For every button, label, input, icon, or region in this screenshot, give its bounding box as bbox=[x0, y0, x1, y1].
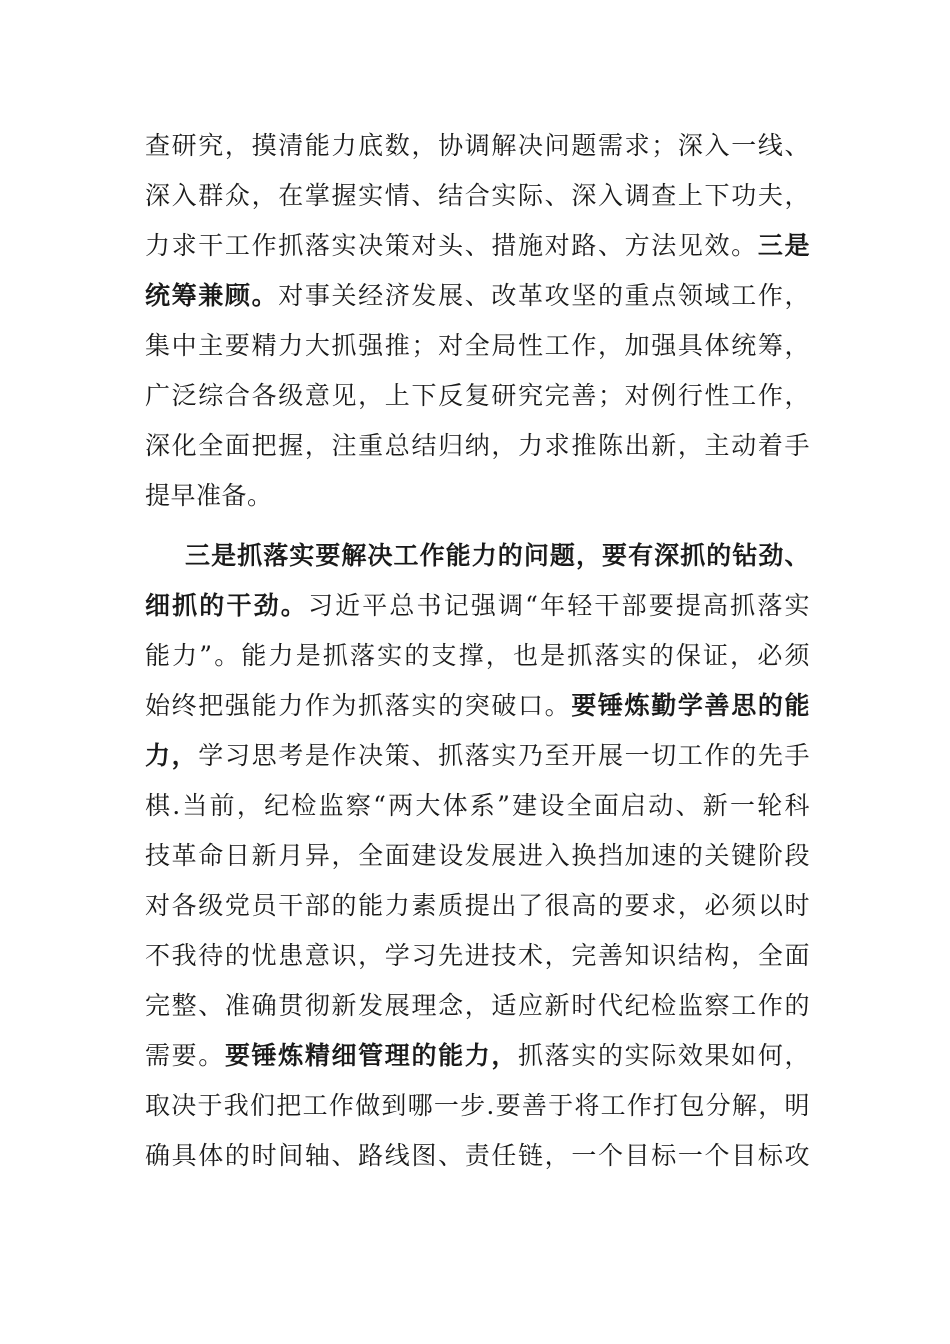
text-line bbox=[145, 128, 810, 164]
text-run: 取决于我们把工作做到哪一步.要善于将工作打包分解，明 bbox=[145, 1091, 810, 1120]
text-run: 提早准备。 bbox=[145, 481, 273, 510]
text-line bbox=[145, 228, 810, 264]
text-line bbox=[145, 1138, 810, 1174]
bold-text-run: 三是 bbox=[757, 231, 810, 260]
text-line bbox=[145, 988, 810, 1024]
text-line bbox=[145, 178, 810, 214]
text-run: 查研究，摸清能力底数，协调解决问题需求；深入一线、 bbox=[145, 131, 810, 160]
text-line bbox=[145, 278, 810, 314]
text-run: 确具体的时间轴、路线图、责任链，一个目标一个目标攻 bbox=[145, 1141, 810, 1170]
text-run: 学习思考是作决策、抓落实乃至开展一切工作的先手 bbox=[198, 741, 810, 770]
text-line bbox=[145, 1038, 810, 1074]
text-line bbox=[185, 538, 810, 574]
text-run: 完整、准确贯彻新发展理念，适应新时代纪检监察工作的 bbox=[145, 991, 810, 1020]
text-line bbox=[145, 688, 810, 724]
bold-text-run: 细抓的干劲。 bbox=[145, 591, 308, 620]
text-run: 对各级党员干部的能力素质提出了很高的要求，必须以时 bbox=[145, 891, 810, 920]
text-run: 不我待的忧患意识，学习先进技术，完善知识结构，全面 bbox=[145, 941, 810, 970]
text-line bbox=[145, 428, 810, 464]
text-run: 广泛综合各级意见，上下反复研究完善；对例行性工作， bbox=[145, 381, 810, 410]
text-line bbox=[145, 328, 810, 364]
text-line bbox=[145, 1088, 810, 1124]
text-run: 深入群众，在掌握实情、结合实际、深入调查上下功夫， bbox=[145, 181, 810, 210]
text-run: 深化全面把握，注重总结归纳，力求推陈出新，主动着手 bbox=[145, 431, 810, 460]
text-run: 对事关经济发展、改革攻坚的重点领域工作， bbox=[278, 281, 810, 310]
text-run: 集中主要精力大抓强推；对全局性工作，加强具体统筹， bbox=[145, 331, 810, 360]
text-line bbox=[145, 378, 810, 414]
text-line bbox=[145, 478, 810, 514]
text-line bbox=[145, 888, 810, 924]
text-line bbox=[145, 738, 810, 774]
text-run: 能力”。能力是抓落实的支撑，也是抓落实的保证，必须 bbox=[145, 641, 810, 670]
text-run: 力求干工作抓落实决策对头、措施对路、方法见效。 bbox=[145, 231, 758, 260]
bold-text-run: 要锤炼勤学善思的能 bbox=[571, 691, 810, 720]
bold-text-run: 统筹兼顾。 bbox=[145, 281, 279, 310]
bold-text-run: 要锤炼精细管理的能力， bbox=[224, 1041, 519, 1070]
text-run: 始终把强能力作为抓落实的突破口。 bbox=[145, 691, 572, 720]
text-line bbox=[145, 938, 810, 974]
text-run: 习近平总书记强调“年轻干部要提高抓落实 bbox=[307, 591, 810, 620]
bold-text-run: 三是抓落实要解决工作能力的问题，要有深抓的钻劲、 bbox=[185, 541, 810, 570]
text-run: 棋.当前，纪检监察“两大体系”建设全面启动、新一轮科 bbox=[145, 791, 810, 820]
text-line bbox=[145, 788, 810, 824]
text-run: 抓落实的实际效果如何， bbox=[518, 1041, 810, 1070]
text-line bbox=[145, 638, 810, 674]
text-run: 技革命日新月异，全面建设发展进入换挡加速的关键阶段 bbox=[145, 841, 810, 870]
text-line bbox=[145, 838, 810, 874]
text-run: 需要。 bbox=[145, 1041, 225, 1070]
bold-text-run: 力， bbox=[145, 741, 199, 770]
text-line bbox=[145, 588, 810, 624]
